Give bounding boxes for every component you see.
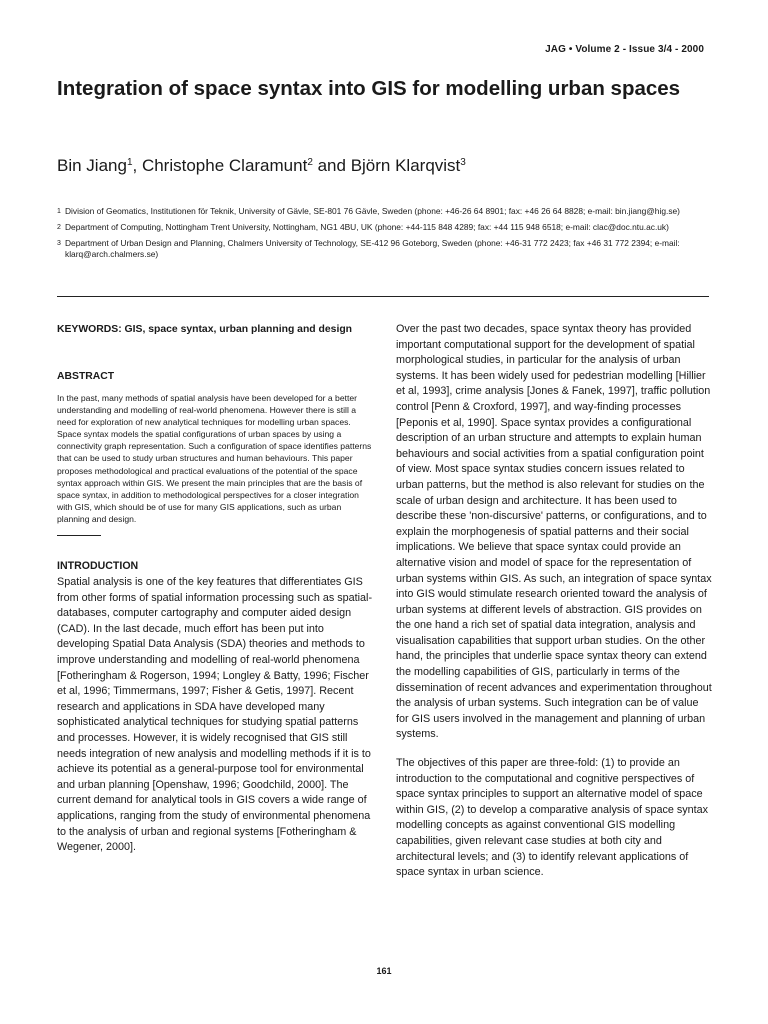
author-affiliation-mark: 1 [126,157,133,168]
header-divider [57,296,709,297]
author-separator: , [132,156,142,175]
keywords-text: GIS, space syntax, urban planning and design [121,324,353,335]
affiliation-number: 1 [57,208,61,215]
abstract-heading: ABSTRACT [57,371,115,382]
keywords [57,322,375,337]
introduction-text: Spatial analysis is one of the key features that differentiates GIS from other forms of spatial information processing such as spatial-databases, computer cartography and computer aided design (CAD). In the last decade, much effort has been put into developing Spatial Data Analysis (SDA) theories and methods to improve understanding and modelling of real-world phenomena [Fotheringham & Rogerson, 1994; Longley & Batty, 1996; Fischer et al, 1996; Timmermans, 1997; Fisher & Getis, 1997]. Recent research and applications in SDA have developed many sophisticated analytical techniques for studying spatial patterns and processes. However, it is widely recognised that GIS still needs integration of new analysis and modelling methods if it is to achieve its potential as a general-purpose tool for environmental and urban planning [Openshaw, 1996; Goodchild, 2000]. The current demand for analytical tools in GIS covers a wide range of applications, ranging from the study of environmental phenomena to the analysis of urban and regional systems [Fotheringham & Wegener, 2000]. [57,576,373,854]
abstract-text: In the past, many methods of spatial analysis have been developed for a better understanding and modelling of real-world phenomena. However there is still a need for exploration of new analytical techniques for modelling urban spaces. Space syntax models the spatial configurations of urban spaces by using a connectivity graph representation. Such a configuration of space identifies patterns that can be used to study urban structures and human behaviours. This paper proposes methodological and practical evaluations of the potential of the space syntax approach within GIS. We present the main principles that are the basis of space syntax, in addition to methodological perspectives for a closer integration with GIS, which should be of use for many GIS applications, such as urban planning and design. [57,393,372,524]
author-affiliation-mark: 3 [460,157,466,168]
article-title: Integration of space syntax into GIS for modelling urban spaces [57,77,681,100]
affiliation-number: 3 [57,240,61,247]
author-separator: and [312,156,351,175]
affiliation-item [57,238,707,260]
objectives-paragraph: The objectives of this paper are three-fold: (1) to provide an introduction to the computational and cognitive perspectives of space syntax principles to support an alternative model of space within GIS, (2) to develop a comparative analysis of space syntax modelling concepts as against conventional GIS modelling capabilities, given relevant case studies at both city and architectural levels; and (3) to identify relevant applications of space syntax in urban science. [396,757,709,879]
affiliation-item [57,206,707,217]
affiliation-item [57,222,707,233]
introduction-heading: INTRODUCTION [57,560,139,573]
abstract-divider [57,535,101,536]
journal-header: JAG • Volume 2 - Issue 3/4 - 2000 [545,44,704,55]
affiliation-text: Department of Computing, Nottingham Trent University, Nottingham, NG1 4BU, UK (phone: +44-115 848 4289; fax: +44 115 948 6518; e-mail: clac@doc.ntu.ac.uk) [65,222,669,232]
page-number: 161 [376,966,392,976]
author-affiliation-mark: 2 [307,157,313,168]
affiliation-number: 2 [57,224,61,231]
affiliation-text: Division of Geomatics, Institutionen för Teknik, University of Gävle, SE-801 76 Gävle, Sweden (phone: +46-26 64 8901; fax: +46 26 64 8828; e-mail: bin.jiang@hig.se) [65,206,680,216]
affiliation-list [57,206,707,265]
author-name: Christophe Claramunt [141,156,308,175]
right-column [396,322,714,881]
author-list [57,152,717,177]
body-paragraph: Over the past two decades, space syntax theory has provided important computational support for the development of spatial morphological studies, in particular for the analysis of urban systems. It has been widely used for pedestrian modelling [Hillier et al, 1993], crime analysis [Jones & Fanek, 1997], traffic pollution control [Penn & Croxford, 1997], and way-finding processes [Peponis et al, 1990]. Space syntax provides a configurational description of an urban structure and attempts to explain human behaviours and social activities from a spatial configuration point of view. Most space syntax studies concern issues related to urban patterns, but the method is also relevant for studies on the scale of urban design and architecture. It has been used to describe these 'non-discursive' patterns, or configurations, and to explain the morphogenesis of spatial patterns and their social implications. We believe that space syntax could provide an alternative vision and model of space for the representation of urban systems within GIS. As such, an integration of space syntax into GIS would stimulate research oriented toward the analysis of urban systems at different levels of abstraction. GIS provides on the one hand a rich set of spatial data integration, analysis and visualisation capabilities that support urban studies. On the other hand, the principles that underlie space syntax theory can extend the modelling capabilities of GIS, particularly in terms of the dissemination of recent advances and experimentation throughout the analysis of urban systems. Such integration can be of value for GIS users involved in the management and planning of urban systems. [396,323,712,741]
affiliation-text: Department of Urban Design and Planning, Chalmers University of Technology, SE-412 96 Goteborg, Sweden (phone: +46-31 772 2423; fax +46 31 772 2394; e-mail: klarq@arch.chalmers.se) [65,238,680,259]
left-column [57,322,375,856]
author-name: Björn Klarqvist [350,156,461,175]
author-name: Bin Jiang [57,156,127,175]
keywords-label: KEYWORDS: [57,324,122,335]
